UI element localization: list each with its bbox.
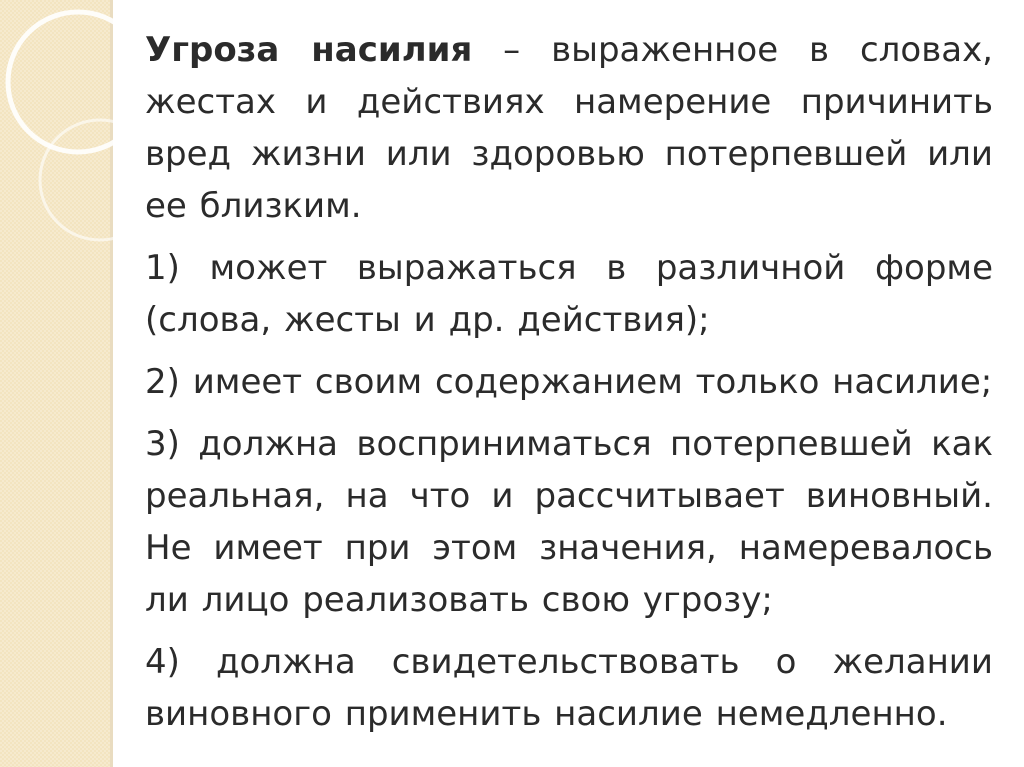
decorative-circle-large xyxy=(8,12,148,152)
slide-content xyxy=(145,24,993,750)
term-title: Угроза насилия xyxy=(145,30,473,70)
list-item: 1) может выражаться в различной форме (слова, жесты и др. действия); xyxy=(145,248,993,340)
list-item: 3) должна восприниматься потерпевшей как реальная, на что и рассчитывает виновный. Не имеет при этом значения, намеревалось ли лицо реализовать свою угрозу; xyxy=(145,424,993,620)
list-item: 2) имеет своим содержанием только насилие; xyxy=(145,362,993,402)
definition-paragraph xyxy=(145,24,993,232)
list-item: 4) должна свидетельствовать о желании виновного применить насилие немедленно. xyxy=(145,642,993,734)
definition-text: – выраженное в словах, жестах и действиях намерение причинить вред жизни или здоровью потерпевшей или ее близким. xyxy=(145,30,993,226)
decorative-circle-small xyxy=(40,120,160,240)
